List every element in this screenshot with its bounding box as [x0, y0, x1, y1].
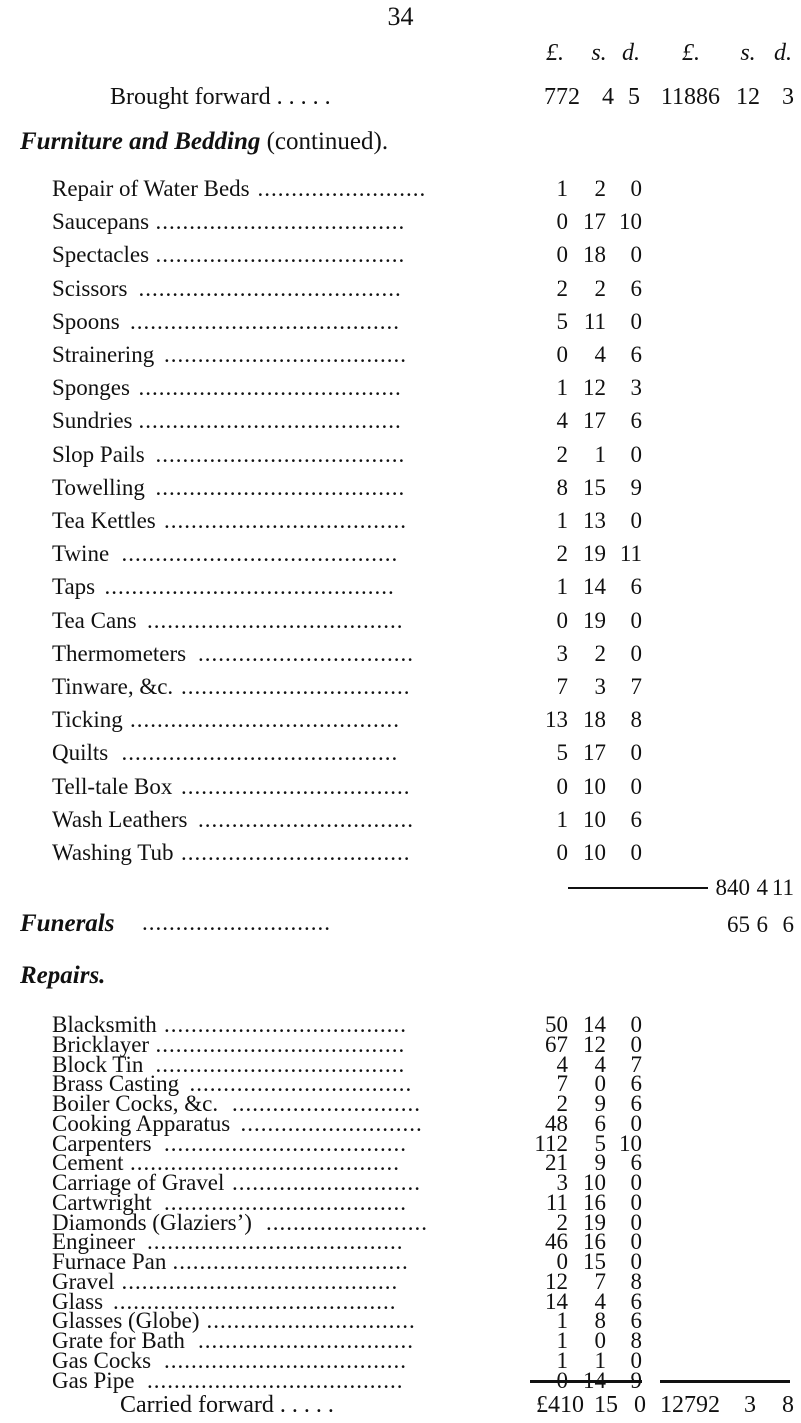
amount-shillings: 19: [583, 1209, 606, 1235]
dot-leader: ..........................................: [113, 1288, 397, 1314]
outer-pounds-header: £.: [682, 40, 700, 66]
amount-pounds: 112: [534, 1130, 568, 1156]
amount-shillings: 18: [583, 242, 606, 268]
outer-pence-header: d.: [774, 40, 792, 66]
amount-pounds: 3: [556, 640, 568, 666]
table-row: [0, 574, 801, 604]
amount-shillings: 10: [583, 840, 606, 865]
repairs-total-rule: [530, 1380, 642, 1383]
item-label: Gas Cocks: [52, 1347, 152, 1373]
amount-pounds: 1: [556, 176, 568, 201]
amount-pounds: 2: [556, 541, 568, 567]
dot-leader: ................................: [198, 806, 414, 832]
amount-pence: 3: [630, 375, 642, 401]
amount-pence: 0: [630, 508, 642, 533]
amount-shillings: 2: [594, 275, 606, 301]
brought-forward-outer-pence: 3: [782, 84, 794, 110]
carried-forward-inner-shillings: 15: [594, 1392, 618, 1418]
amount-pence: 11: [619, 541, 642, 567]
item-label: Sponges: [52, 375, 130, 401]
dot-leader: .....................................: [155, 242, 406, 268]
amount-pence: 6: [630, 806, 642, 832]
item-label: Saucepans: [52, 209, 150, 235]
item-label: Cement: [52, 1150, 124, 1176]
table-row: [0, 408, 801, 438]
amount-pence: 0: [630, 1347, 642, 1373]
dot-leader: .......................................: [138, 375, 402, 401]
amount-shillings: 4: [594, 342, 606, 367]
amount-pounds: 2: [556, 1091, 568, 1116]
amount-pounds: 1: [556, 1347, 568, 1373]
item-label: Block Tin: [52, 1051, 144, 1077]
amount-shillings: 9: [594, 1091, 606, 1116]
table-row: [0, 641, 801, 671]
amount-pounds: 67: [545, 1031, 568, 1057]
funerals-leader: ............................: [142, 910, 331, 935]
dot-leader: ............................: [232, 1170, 421, 1195]
amount-shillings: 2: [594, 176, 606, 201]
item-label: Strainering: [52, 342, 155, 367]
amount-pence: 6: [630, 1288, 642, 1314]
amount-shillings: 16: [583, 1229, 606, 1255]
funerals-shillings: 6: [756, 912, 768, 937]
amount-shillings: 19: [583, 607, 606, 633]
item-label: Engineer: [52, 1229, 136, 1255]
dot-leader: ..................................: [181, 840, 411, 865]
dot-leader: ........................................: [130, 1150, 400, 1176]
amount-pence: 0: [630, 176, 642, 201]
amount-pounds: 50: [545, 1012, 568, 1037]
amount-pence: 7: [630, 1051, 642, 1077]
item-label: Towelling: [52, 474, 145, 500]
brought-forward-outer-shillings: 12: [736, 84, 760, 110]
item-label: Tea Kettles: [52, 508, 156, 533]
brought-forward-outer-pounds: 11886: [660, 84, 720, 110]
furniture-heading-suffix: (continued).: [266, 128, 389, 155]
inner-pounds-header: £.: [546, 40, 564, 66]
amount-pounds: 14: [545, 1288, 568, 1314]
amount-pence: 0: [630, 740, 642, 766]
amount-pounds: 11: [545, 1189, 568, 1215]
dot-leader: ............................: [232, 1091, 421, 1116]
furniture-subtotal-rule: [568, 887, 708, 889]
amount-pounds: 7: [556, 674, 568, 699]
table-row: [0, 375, 801, 405]
dot-leader: ......................................: [147, 1367, 404, 1393]
amount-shillings: 3: [594, 674, 606, 699]
amount-pounds: 4: [556, 408, 568, 434]
amount-pence: 0: [630, 1189, 642, 1215]
amount-pence: 7: [630, 674, 642, 699]
item-label: Tinware, &c.: [52, 674, 174, 699]
table-row: [0, 242, 801, 272]
carried-forward-outer-shillings: 3: [744, 1392, 756, 1418]
outer-shillings-header: s.: [740, 40, 756, 66]
outer-total-rule: [660, 1380, 790, 1383]
amount-shillings: 9: [594, 1150, 606, 1176]
amount-pence: 0: [630, 308, 642, 334]
item-label: Slop Pails: [52, 441, 145, 467]
table-row: [0, 807, 801, 837]
dot-leader: .....................................: [155, 209, 406, 235]
amount-shillings: 10: [583, 1170, 606, 1195]
item-label: Sundries: [52, 408, 133, 434]
amount-pounds: 1: [556, 806, 568, 832]
brought-forward-inner-pounds: 772: [544, 84, 580, 110]
item-label: Ticking: [52, 707, 123, 733]
amount-pounds: 1: [556, 574, 568, 600]
dot-leader: .........................................: [121, 1268, 399, 1294]
amount-shillings: 15: [583, 474, 606, 500]
amount-pence: 9: [630, 474, 642, 500]
table-row: [0, 209, 801, 239]
amount-shillings: 0: [594, 1328, 606, 1353]
carried-forward-label: Carried forward . . . . .: [120, 1392, 334, 1418]
dot-leader: ......................................: [147, 607, 404, 633]
amount-shillings: 2: [594, 640, 606, 666]
amount-pence: 10: [619, 209, 642, 235]
table-row: [0, 342, 801, 372]
amount-shillings: 1: [594, 441, 606, 467]
dot-leader: ....................................: [164, 342, 407, 367]
amount-pounds: 1: [556, 1328, 568, 1353]
carried-forward-inner-pence: 0: [634, 1392, 646, 1418]
item-label: Quilts: [52, 740, 109, 766]
amount-shillings: 18: [583, 707, 606, 733]
item-label: Bricklayer: [52, 1031, 150, 1057]
amount-pounds: 2: [556, 275, 568, 301]
brought-forward-label: Brought forward . . . . .: [110, 84, 331, 110]
amount-shillings: 4: [594, 1288, 606, 1314]
table-row: [0, 276, 801, 306]
amount-pence: 6: [630, 342, 642, 367]
amount-pence: 0: [630, 441, 642, 467]
amount-pounds: 4: [556, 1051, 568, 1077]
amount-pounds: 1: [556, 375, 568, 401]
amount-pounds: 0: [556, 209, 568, 235]
item-label: Gravel: [52, 1268, 115, 1294]
item-label: Spoons: [52, 308, 120, 334]
amount-shillings: 19: [583, 541, 606, 567]
amount-shillings: 4: [594, 1051, 606, 1077]
inner-shillings-header: s.: [591, 40, 607, 66]
amount-shillings: 1: [594, 1347, 606, 1373]
amount-pounds: 12: [545, 1268, 568, 1294]
item-label: Furnace Pan: [52, 1249, 167, 1274]
carried-forward-outer-pounds: 12792: [660, 1392, 720, 1418]
amount-pence: 0: [630, 1249, 642, 1274]
amount-pounds: 8: [556, 474, 568, 500]
amount-pounds: 13: [545, 707, 568, 733]
amount-pence: 6: [630, 1071, 642, 1097]
dot-leader: .....................................: [155, 441, 406, 467]
amount-pence: 0: [630, 1031, 642, 1057]
amount-pence: 0: [630, 773, 642, 799]
item-label: Scissors: [52, 275, 128, 301]
dot-leader: .....................................: [155, 1031, 406, 1057]
amount-shillings: 10: [583, 773, 606, 799]
item-label: Tell-tale Box: [52, 773, 173, 799]
dot-leader: ........................................: [130, 308, 400, 334]
brought-forward-inner-pence: 5: [628, 84, 640, 110]
table-row: [0, 740, 801, 770]
amount-pounds: 2: [556, 1209, 568, 1235]
item-label: Repair of Water Beds: [52, 176, 250, 201]
furniture-total-pence: 11: [771, 875, 794, 900]
amount-shillings: 10: [583, 806, 606, 832]
page-number: 34: [387, 2, 414, 31]
amount-shillings: 0: [594, 1071, 606, 1097]
amount-pence: 8: [630, 707, 642, 733]
amount-pence: 0: [630, 640, 642, 666]
item-label: Gas Pipe: [52, 1367, 135, 1393]
amount-pounds: 3: [556, 1170, 568, 1195]
amount-pounds: 1: [556, 508, 568, 533]
dot-leader: .................................: [189, 1071, 413, 1097]
amount-pounds: 46: [545, 1229, 568, 1255]
amount-shillings: 13: [583, 508, 606, 533]
amount-shillings: 7: [594, 1268, 606, 1294]
item-label: Carriage of Gravel: [52, 1170, 225, 1195]
dot-leader: ................................: [198, 640, 414, 666]
amount-shillings: 14: [583, 1012, 606, 1037]
dot-leader: ...........................................: [104, 574, 395, 600]
funerals-pounds: 65: [727, 912, 750, 937]
item-label: Glasses (Globe): [52, 1308, 200, 1334]
amount-shillings: 15: [583, 1249, 606, 1274]
amount-pence: 0: [630, 1229, 642, 1255]
dot-leader: .....................................: [155, 1051, 406, 1077]
amount-pounds: 5: [556, 740, 568, 766]
item-label: Twine: [52, 541, 110, 567]
dot-leader: ........................................: [130, 707, 400, 733]
table-row: [0, 442, 801, 472]
amount-pence: 6: [630, 1308, 642, 1334]
amount-pence: 0: [630, 1209, 642, 1235]
table-row: [0, 508, 801, 538]
table-row: [0, 309, 801, 339]
dot-leader: ................................: [198, 1328, 414, 1353]
table-row: [0, 176, 801, 206]
amount-pence: 0: [630, 1170, 642, 1195]
table-row: [0, 707, 801, 737]
dot-leader: .........................................: [121, 541, 399, 567]
amount-pence: 0: [630, 1012, 642, 1037]
repairs-heading: Repairs.: [20, 962, 106, 989]
amount-shillings: 12: [583, 1031, 606, 1057]
amount-pence: 6: [630, 1091, 642, 1116]
furniture-heading-title: Furniture and Bedding: [20, 128, 261, 155]
dot-leader: .......................................: [138, 275, 402, 301]
dot-leader: .......................................: [138, 408, 402, 434]
item-label: Grate for Bath: [52, 1328, 185, 1353]
dot-leader: ....................................: [164, 1189, 407, 1215]
amount-pence: 8: [630, 1328, 642, 1353]
dot-leader: .........................: [257, 176, 427, 201]
amount-pence: 0: [630, 1110, 642, 1136]
item-label: Brass Casting: [52, 1071, 180, 1097]
dot-leader: .........................................: [121, 740, 399, 766]
item-label: Boiler Cocks, &c.: [52, 1091, 219, 1116]
dot-leader: ...............................: [206, 1308, 416, 1334]
item-label: Diamonds (Glaziers’): [52, 1209, 252, 1235]
amount-shillings: 11: [583, 308, 606, 334]
dot-leader: ....................................: [164, 1130, 407, 1156]
item-label: Blacksmith: [52, 1012, 157, 1037]
amount-shillings: 8: [594, 1308, 606, 1334]
amount-pounds: 5: [556, 308, 568, 334]
amount-shillings: 12: [583, 375, 606, 401]
amount-pounds: 0: [556, 840, 568, 865]
inner-pence-header: d.: [622, 40, 640, 66]
table-row: [0, 674, 801, 704]
item-label: Glass: [52, 1288, 104, 1314]
amount-pence: 6: [630, 574, 642, 600]
item-label: Cartwright: [52, 1189, 152, 1215]
carried-forward-outer-pence: 8: [782, 1392, 794, 1418]
dot-leader: .....................................: [155, 474, 406, 500]
table-row: [0, 541, 801, 571]
amount-pence: 6: [630, 1150, 642, 1176]
item-label: Thermometers: [52, 640, 187, 666]
dot-leader: ...........................: [240, 1110, 423, 1136]
amount-shillings: 14: [583, 574, 606, 600]
amount-pounds: 0: [556, 242, 568, 268]
dot-leader: ....................................: [164, 1347, 407, 1373]
amount-shillings: 17: [583, 408, 606, 434]
furniture-total-pounds: 840: [715, 875, 750, 900]
amount-pounds: 48: [545, 1110, 568, 1136]
item-label: Tea Cans: [52, 607, 137, 633]
dot-leader: ....................................: [164, 1012, 407, 1037]
amount-pence: 0: [630, 607, 642, 633]
furniture-heading: [20, 128, 388, 156]
dot-leader: ....................................: [164, 508, 407, 533]
item-label: Washing Tub: [52, 840, 174, 865]
amount-pence: 0: [630, 840, 642, 865]
dot-leader: ......................................: [147, 1229, 404, 1255]
table-row: [0, 840, 801, 870]
amount-pounds: 1: [556, 1308, 568, 1334]
amount-shillings: 17: [583, 740, 606, 766]
amount-shillings: 17: [583, 209, 606, 235]
amount-shillings: 6: [594, 1110, 606, 1136]
amount-pounds: 21: [545, 1150, 568, 1176]
amount-pounds: 7: [556, 1071, 568, 1097]
item-label: Cooking Apparatus: [52, 1110, 231, 1136]
amount-pence: 0: [630, 242, 642, 268]
funerals-pence: 6: [782, 912, 794, 937]
brought-forward-inner-shillings: 4: [602, 84, 614, 110]
amount-shillings: 16: [583, 1189, 606, 1215]
amount-pounds: 2: [556, 441, 568, 467]
amount-pence: 6: [630, 408, 642, 434]
carried-forward-inner-pounds: £410: [536, 1392, 584, 1418]
amount-pounds: 0: [556, 773, 568, 799]
furniture-total-shillings: 4: [756, 875, 768, 900]
amount-pence: 8: [630, 1268, 642, 1294]
table-row: [0, 774, 801, 804]
amount-pounds: 0: [556, 607, 568, 633]
table-row: [0, 475, 801, 505]
dot-leader: ...................................: [172, 1249, 409, 1274]
item-label: Taps: [52, 574, 96, 600]
table-row: [0, 608, 801, 638]
item-label: Spectacles: [52, 242, 150, 268]
amount-pence: 6: [630, 275, 642, 301]
funerals-label: Funerals: [20, 910, 115, 937]
amount-pounds: 0: [556, 342, 568, 367]
amount-pence: 10: [619, 1130, 642, 1156]
dot-leader: ........................: [266, 1209, 428, 1235]
dot-leader: ..................................: [181, 674, 411, 699]
dot-leader: ..................................: [181, 773, 411, 799]
item-label: Wash Leathers: [52, 806, 188, 832]
amount-shillings: 5: [594, 1130, 606, 1156]
item-label: Carpenters: [52, 1130, 152, 1156]
amount-pounds: 0: [556, 1249, 568, 1274]
